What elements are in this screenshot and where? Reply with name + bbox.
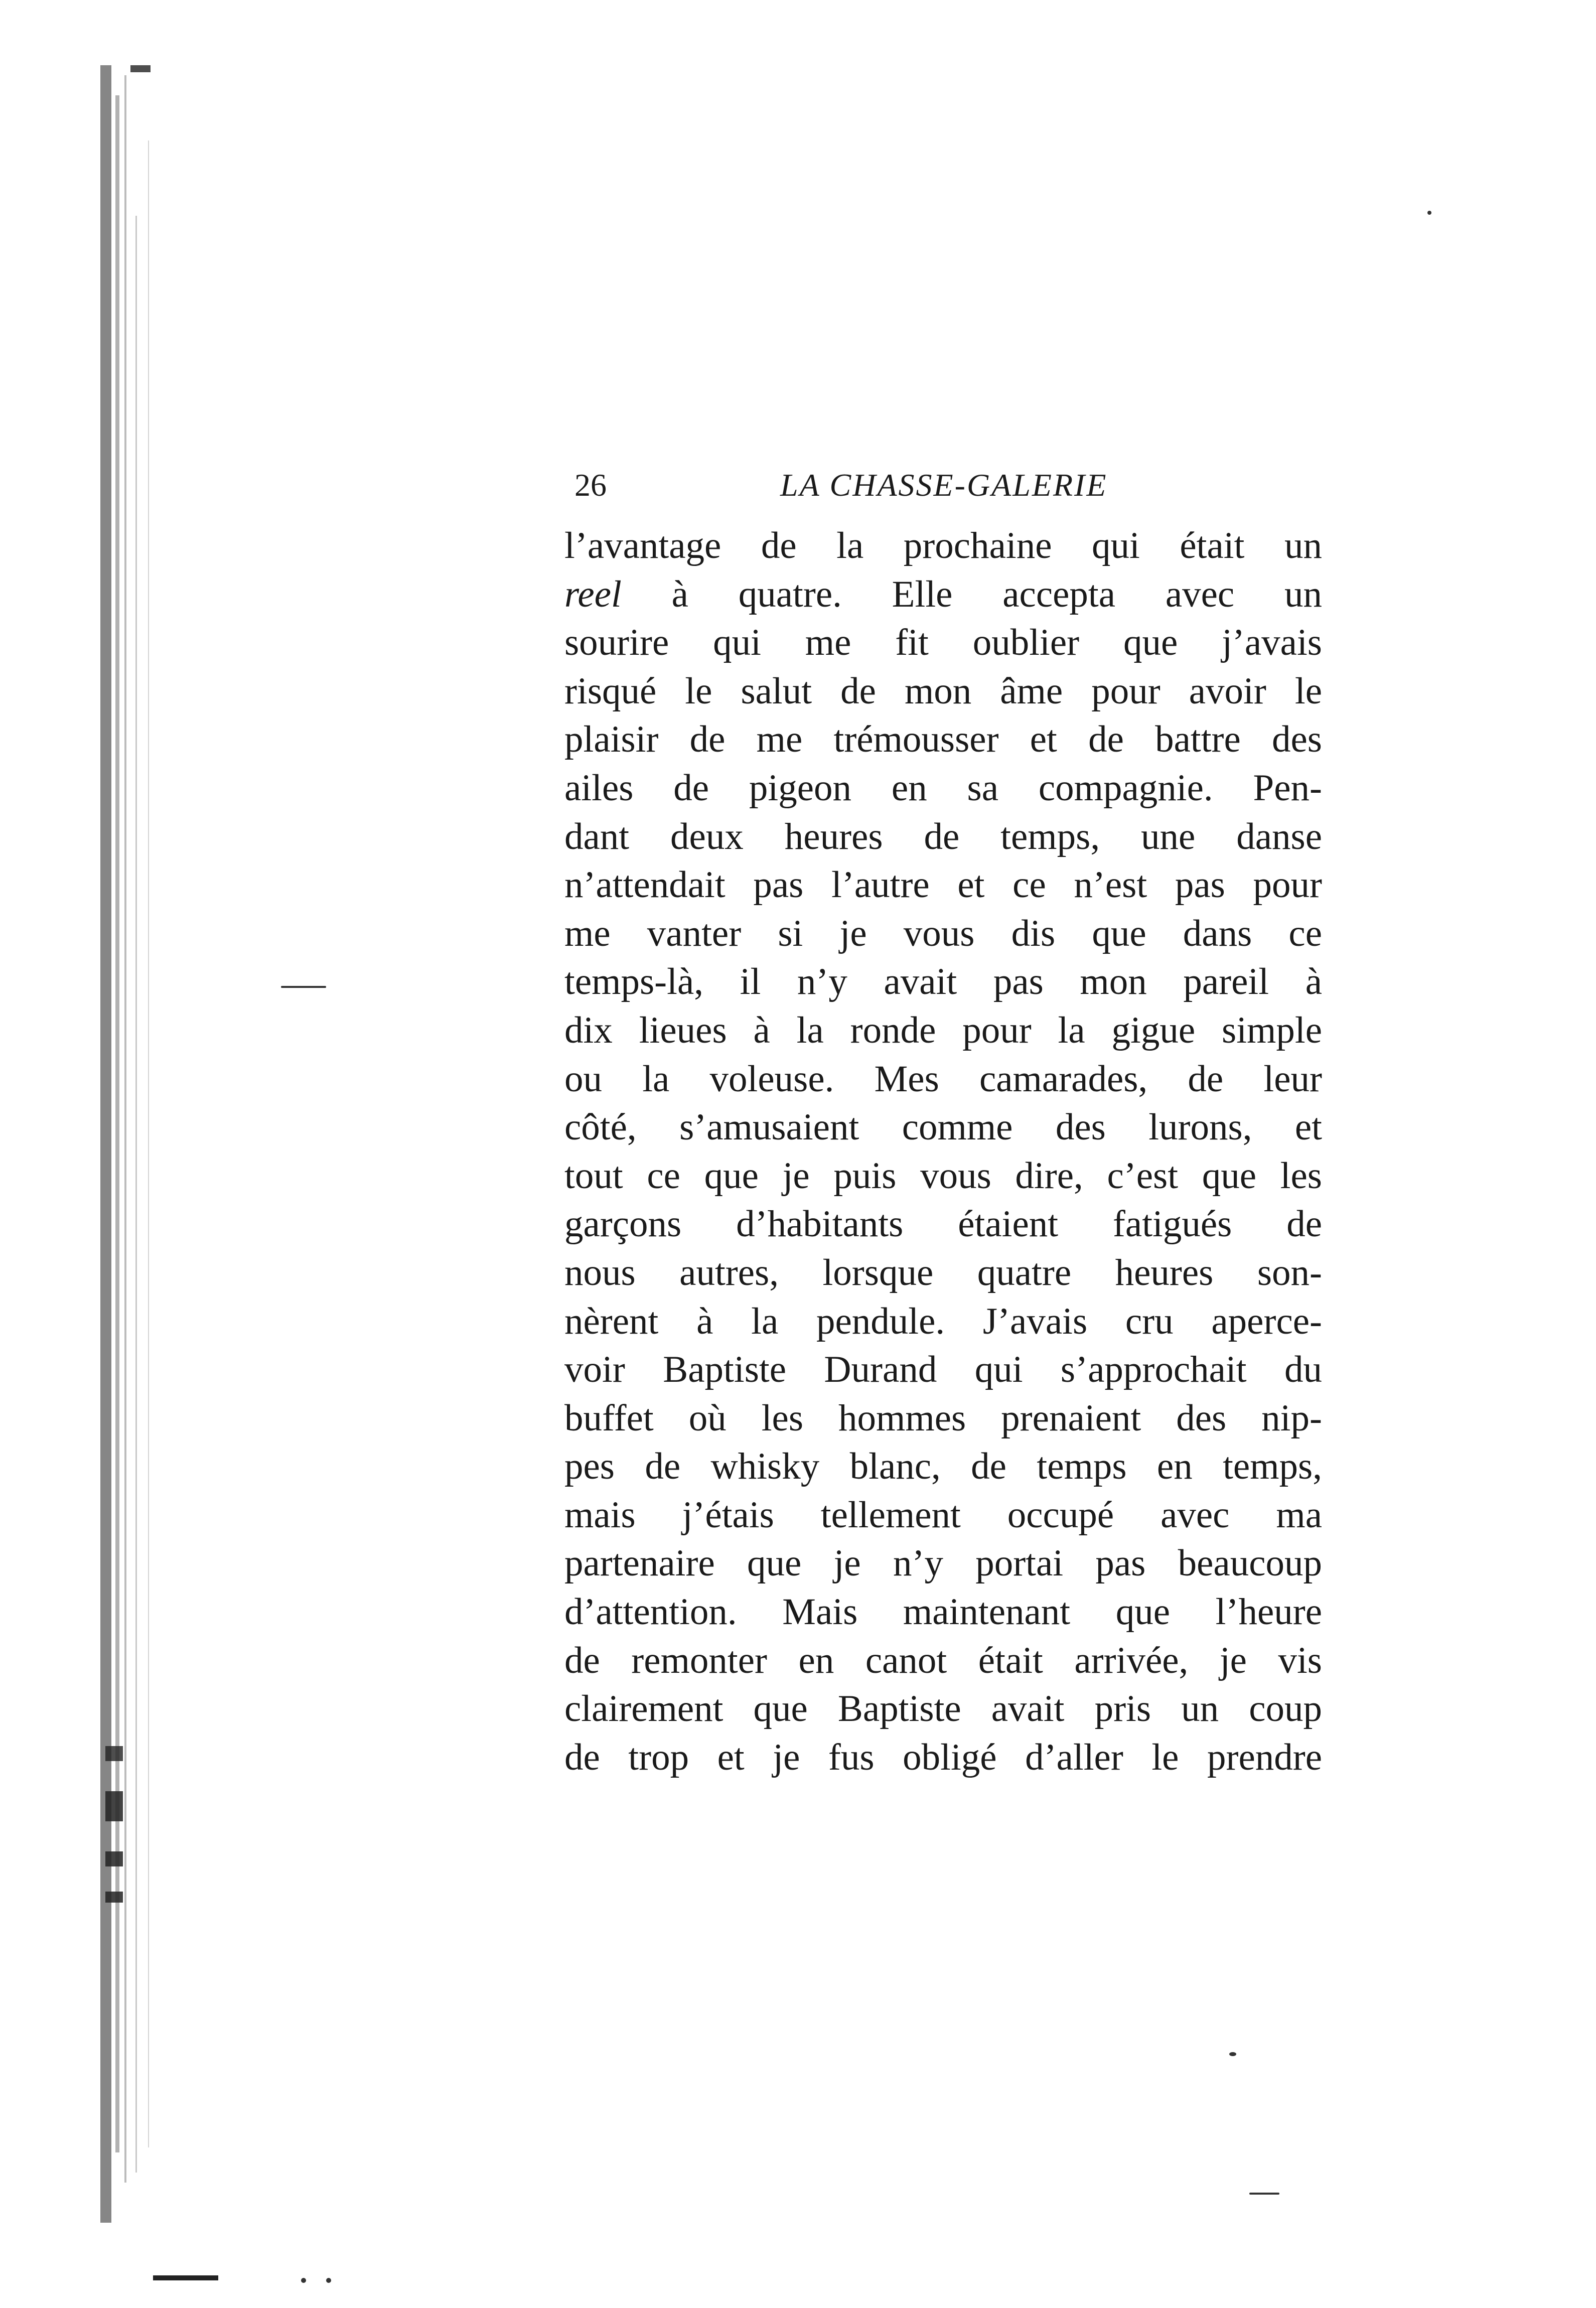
page-number: 26 [574, 467, 607, 503]
text-line: tout ce que je puis vous dire, c’est que les [564, 1155, 1322, 1197]
text-line: n’attendait pas l’autre et ce n’est pas pour [564, 864, 1322, 906]
running-head [564, 452, 1322, 507]
text-line: me vanter si je vous dis que dans ce [564, 912, 1322, 954]
book-page [564, 452, 1322, 1782]
scan-speck [281, 986, 326, 988]
scan-speck [301, 2278, 306, 2283]
text-line: de remonter en canot était arrivée, je vis [564, 1639, 1322, 1681]
text-line: plaisir de me trémousser et de battre des [564, 718, 1322, 761]
scan-speck [1427, 211, 1431, 215]
text-line: nèrent à la pendule. J’avais cru aperce- [564, 1300, 1322, 1342]
text-line: dix lieues à la ronde pour la gigue simple [564, 1009, 1322, 1051]
scan-bottom-mark [153, 2275, 218, 2280]
running-title: LA CHASSE-GALERIE [780, 467, 1108, 503]
text-line: l’avantage de la prochaine qui était un [564, 525, 1322, 566]
text-line: mais j’étais tellement occupé avec ma [564, 1494, 1322, 1536]
text-line [564, 570, 1322, 619]
scan-speck [1249, 2193, 1279, 2195]
text-line: clairement que Baptiste avait pris un coup [564, 1688, 1322, 1730]
scan-binding-edge [100, 65, 166, 2223]
text-line: buffet où les hommes prenaient des nip- [564, 1397, 1322, 1439]
text-line: temps-là, il n’y avait pas mon pareil à [564, 961, 1322, 1003]
text-line: voir Baptiste Durand qui s’approchait du [564, 1349, 1322, 1391]
text-line: partenaire que je n’y portai pas beaucoup [564, 1542, 1322, 1584]
text-line: d’attention. Mais maintenant que l’heure [564, 1591, 1322, 1633]
text-line: sourire qui me fit oublier que j’avais [564, 622, 1322, 664]
text-line: ou la voleuse. Mes camarades, de leur [564, 1058, 1322, 1100]
scan-speck [326, 2278, 331, 2283]
body-text [564, 522, 1322, 1782]
text-line-rest: à quatre. Elle accepta avec un [621, 573, 1322, 615]
text-line: risqué le salut de mon âme pour avoir le [564, 670, 1322, 712]
text-line: pes de whisky blanc, de temps en temps, [564, 1446, 1322, 1488]
text-line: de trop et je fus obligé d’aller le prendre [564, 1736, 1322, 1778]
text-line: nous autres, lorsque quatre heures son- [564, 1251, 1322, 1293]
text-line: garçons d’habitants étaient fatigués de [564, 1203, 1322, 1245]
text-line: côté, s’amusaient comme des lurons, et [564, 1106, 1322, 1148]
text-line: dant deux heures de temps, une danse [564, 815, 1322, 857]
scan-speck [1229, 2052, 1236, 2056]
italic-word: reel [564, 573, 622, 615]
text-line: ailes de pigeon en sa compagnie. Pen- [564, 767, 1322, 809]
